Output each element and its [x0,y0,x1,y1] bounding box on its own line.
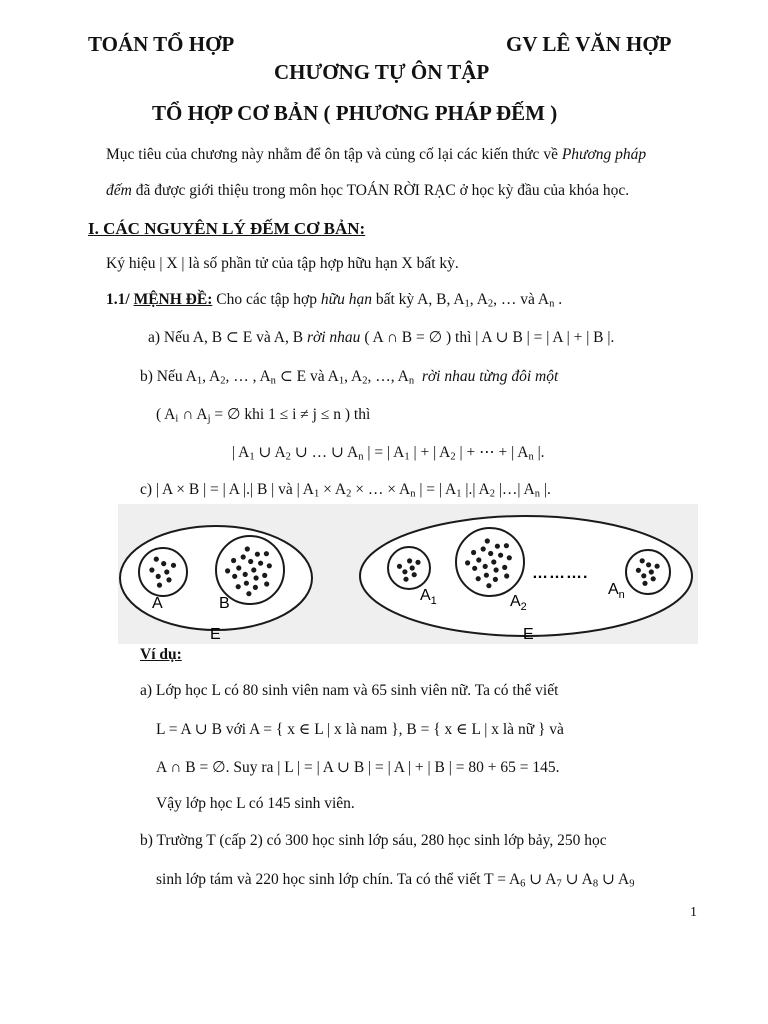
subscript: 2 [450,451,456,463]
label-subscript: 1 [430,595,437,607]
page-number: 1 [690,905,697,920]
label-letter: A [608,581,619,598]
text: , … và A [493,291,550,308]
label-subscript: 2 [520,601,527,613]
subscript: 1 [464,298,470,310]
element-dot [493,577,498,582]
subscript: 1 [456,488,462,500]
emphasis: hữu hạn [320,291,372,308]
element-dot [251,567,256,572]
text: ∪ … ∪ A [290,444,359,461]
set-a2-circle [456,528,524,596]
example-a-line-4: Vậy lớp học L có 145 sinh viên. [156,795,355,812]
text: ∪ A [254,444,286,461]
chapter-title: CHƯƠNG TỰ ÔN TẬP [274,60,490,84]
text: b) Nếu A [140,368,197,385]
text: , A [202,368,221,385]
element-dot [248,559,253,564]
emphasis: rời nhau từng đôi một [421,368,559,385]
union-formula [232,443,545,462]
ellipsis-dots: ………. [532,565,589,582]
subscript: 9 [629,878,635,890]
element-dot [156,574,161,579]
text: sinh lớp tám và 220 học sinh lớp chín. Ta có thể viết T = A [156,871,521,888]
element-dot [504,543,509,548]
intro-text: Mục tiêu của chương này nhằm để ôn tập và củng cố lại các kiến thức về [106,146,562,163]
set-b-label: B [219,595,230,612]
element-dot [642,581,647,586]
element-dot [241,554,246,559]
subscript: n [408,375,415,387]
emphasis: rời nhau [306,329,361,346]
element-dot [236,565,241,570]
label-letter: A [420,587,431,604]
element-dot [403,577,408,582]
example-b-line-1: b) Trường T (cấp 2) có 300 học sinh lớp sáu, 280 học sinh lớp bảy, 250 học [140,832,607,849]
page-title: TỔ HỢP CƠ BẢN ( PHƯƠNG PHÁP ĐẾM ) [152,101,558,125]
notation-line: Ký hiệu | X | là số phần tử của tập hợp hữu hạn X bất kỳ. [106,255,459,272]
subscript: 1 [313,488,320,500]
set-b-circle [216,536,284,604]
subscript: 2 [220,375,226,387]
text: | = | A [363,444,405,461]
text: , A [469,291,488,308]
element-dot [232,574,237,579]
text: |.| A [461,481,490,498]
intro-emphasis: đếm [106,182,132,199]
header-left: TOÁN TỔ HỢP [88,32,235,56]
text: |. [540,481,551,498]
proposition-label: MỆNH ĐỀ: [133,291,213,308]
subscript: n [358,451,364,463]
intro-text: đã được giới thiệu trong môn học TOÁN RỜI RẠC ở học kỳ đầu của khóa học. [131,182,630,199]
intro-line-1 [106,146,646,164]
venn-diagram [0,500,768,650]
element-dot [407,558,412,563]
element-dot [149,567,154,572]
element-dot [254,575,259,580]
text: = ∅ khi 1 ≤ i ≠ j ≤ n ) thì [210,406,371,423]
subscript: n [270,375,276,387]
element-dot [655,564,660,569]
element-dot [415,560,420,565]
text: |…| A [494,481,535,498]
element-dot [651,576,656,581]
proposition-number: 1.1/ [106,291,134,308]
subscript: 1 [196,375,203,387]
subscript: 2 [346,488,352,500]
text: bất kỳ A, B, A [371,291,465,308]
element-dot [498,553,503,558]
subscript: 6 [520,878,526,890]
element-dot [171,563,176,568]
element-dot [483,564,488,569]
element-dot [476,557,481,562]
example-label: Ví dụ: [140,646,182,663]
text: ∩ A [178,406,208,423]
element-dot [476,576,481,581]
set-an-circle [626,550,670,594]
item-c [140,481,551,499]
element-dot [236,584,241,589]
text: | + ⋯ + | A [455,444,529,461]
text: | A [232,444,250,461]
text: a) Nếu A, B ⊂ E và A, B [148,329,307,346]
example-a-line-3: A ∩ B = ∅. Suy ra | L | = | A ∪ B | = | A | + | B | = 80 + 65 = 145. [156,759,560,776]
subscript: 2 [362,375,368,387]
element-dot [244,581,249,586]
element-dot [264,581,269,586]
example-b-line-2 [156,870,634,889]
text: , …, A [367,368,409,385]
element-dot [465,560,470,565]
subscript: n [534,488,541,500]
element-dot [402,569,407,574]
subscript: 8 [592,878,599,890]
element-dot [485,538,490,543]
text: c) | A × B | = | A |.| B | và | A [140,481,314,498]
element-dot [472,566,477,571]
disjoint-condition [156,405,370,424]
element-dot [225,568,230,573]
set-a1-circle [388,547,430,589]
subscript: i [175,413,179,425]
text: . [554,291,563,308]
element-dot [245,546,250,551]
text: , A [344,368,363,385]
item-a [148,328,614,347]
set-a-label: A [152,595,163,612]
element-dot [488,551,493,556]
example-a-line-2: L = A ∪ B với A = { x ∈ L | x là nam }, B = { x ∈ L | x là nữ } và [156,721,564,738]
header-right: GV LÊ VĂN HỢP [506,32,672,56]
universe-label-left: E [210,626,221,643]
text: × A [319,481,347,498]
element-dot [649,569,654,574]
element-dot [636,568,641,573]
element-dot [397,564,402,569]
element-dot [246,591,251,596]
subscript: n [410,488,416,500]
intro-line-2 [106,182,629,200]
intro-emphasis: Phương pháp [561,146,647,163]
element-dot [481,546,486,551]
element-dot [157,583,162,588]
label-subscript: n [618,589,625,601]
subscript: 1 [338,375,345,387]
text: ( A ∩ B = ∅ ) thì | A ∪ B | = | A | + | B |. [360,329,615,346]
proposition-line [106,291,562,309]
element-dot [484,573,489,578]
element-dot [243,572,248,577]
element-dot [502,565,507,570]
element-dot [494,567,499,572]
element-dot [507,555,512,560]
element-dot [253,585,258,590]
subscript: j [207,413,211,425]
element-dot [495,544,500,549]
element-dot [264,551,269,556]
element-dot [491,559,496,564]
element-dot [412,572,417,577]
element-dot [164,569,169,574]
subscript: 1 [249,451,255,463]
text: |. [533,444,545,461]
element-dot [262,573,267,578]
subscript: n [549,298,555,310]
element-dot [267,563,272,568]
text: , … , A [225,368,271,385]
element-dot [231,558,236,563]
subscript: n [528,451,534,463]
subscript: 1 [404,451,410,463]
text: | = | A [415,481,457,498]
text: | + | A [409,444,451,461]
text: ( A [156,406,176,423]
text: ∪ A [598,871,630,888]
element-dot [161,561,166,566]
set-a-circle [139,548,187,596]
universe-label-right: E [523,626,534,643]
element-dot [641,573,646,578]
text: Cho các tập hợp [212,291,321,308]
element-dot [154,557,159,562]
element-dot [640,558,645,563]
item-b [140,367,558,386]
element-dot [486,583,491,588]
element-dot [646,562,651,567]
subscript: 2 [285,451,291,463]
example-a-line-1: a) Lớp học L có 80 sinh viên nam và 65 sinh viên nữ. Ta có thể viết [140,682,559,699]
element-dot [410,565,415,570]
subscript: 2 [489,488,495,500]
element-dot [471,550,476,555]
element-dot [504,573,509,578]
text: ⊂ E và A [275,368,339,385]
subscript: 2 [487,298,494,310]
subscript: 7 [556,878,562,890]
text: ∪ A [561,871,593,888]
text: ∪ A [525,871,557,888]
section-heading: I. CÁC NGUYÊN LÝ ĐẾM CƠ BẢN: [88,219,366,238]
element-dot [166,577,171,582]
label-letter: A [510,593,521,610]
element-dot [258,561,263,566]
element-dot [255,552,260,557]
text: × … × A [351,481,411,498]
